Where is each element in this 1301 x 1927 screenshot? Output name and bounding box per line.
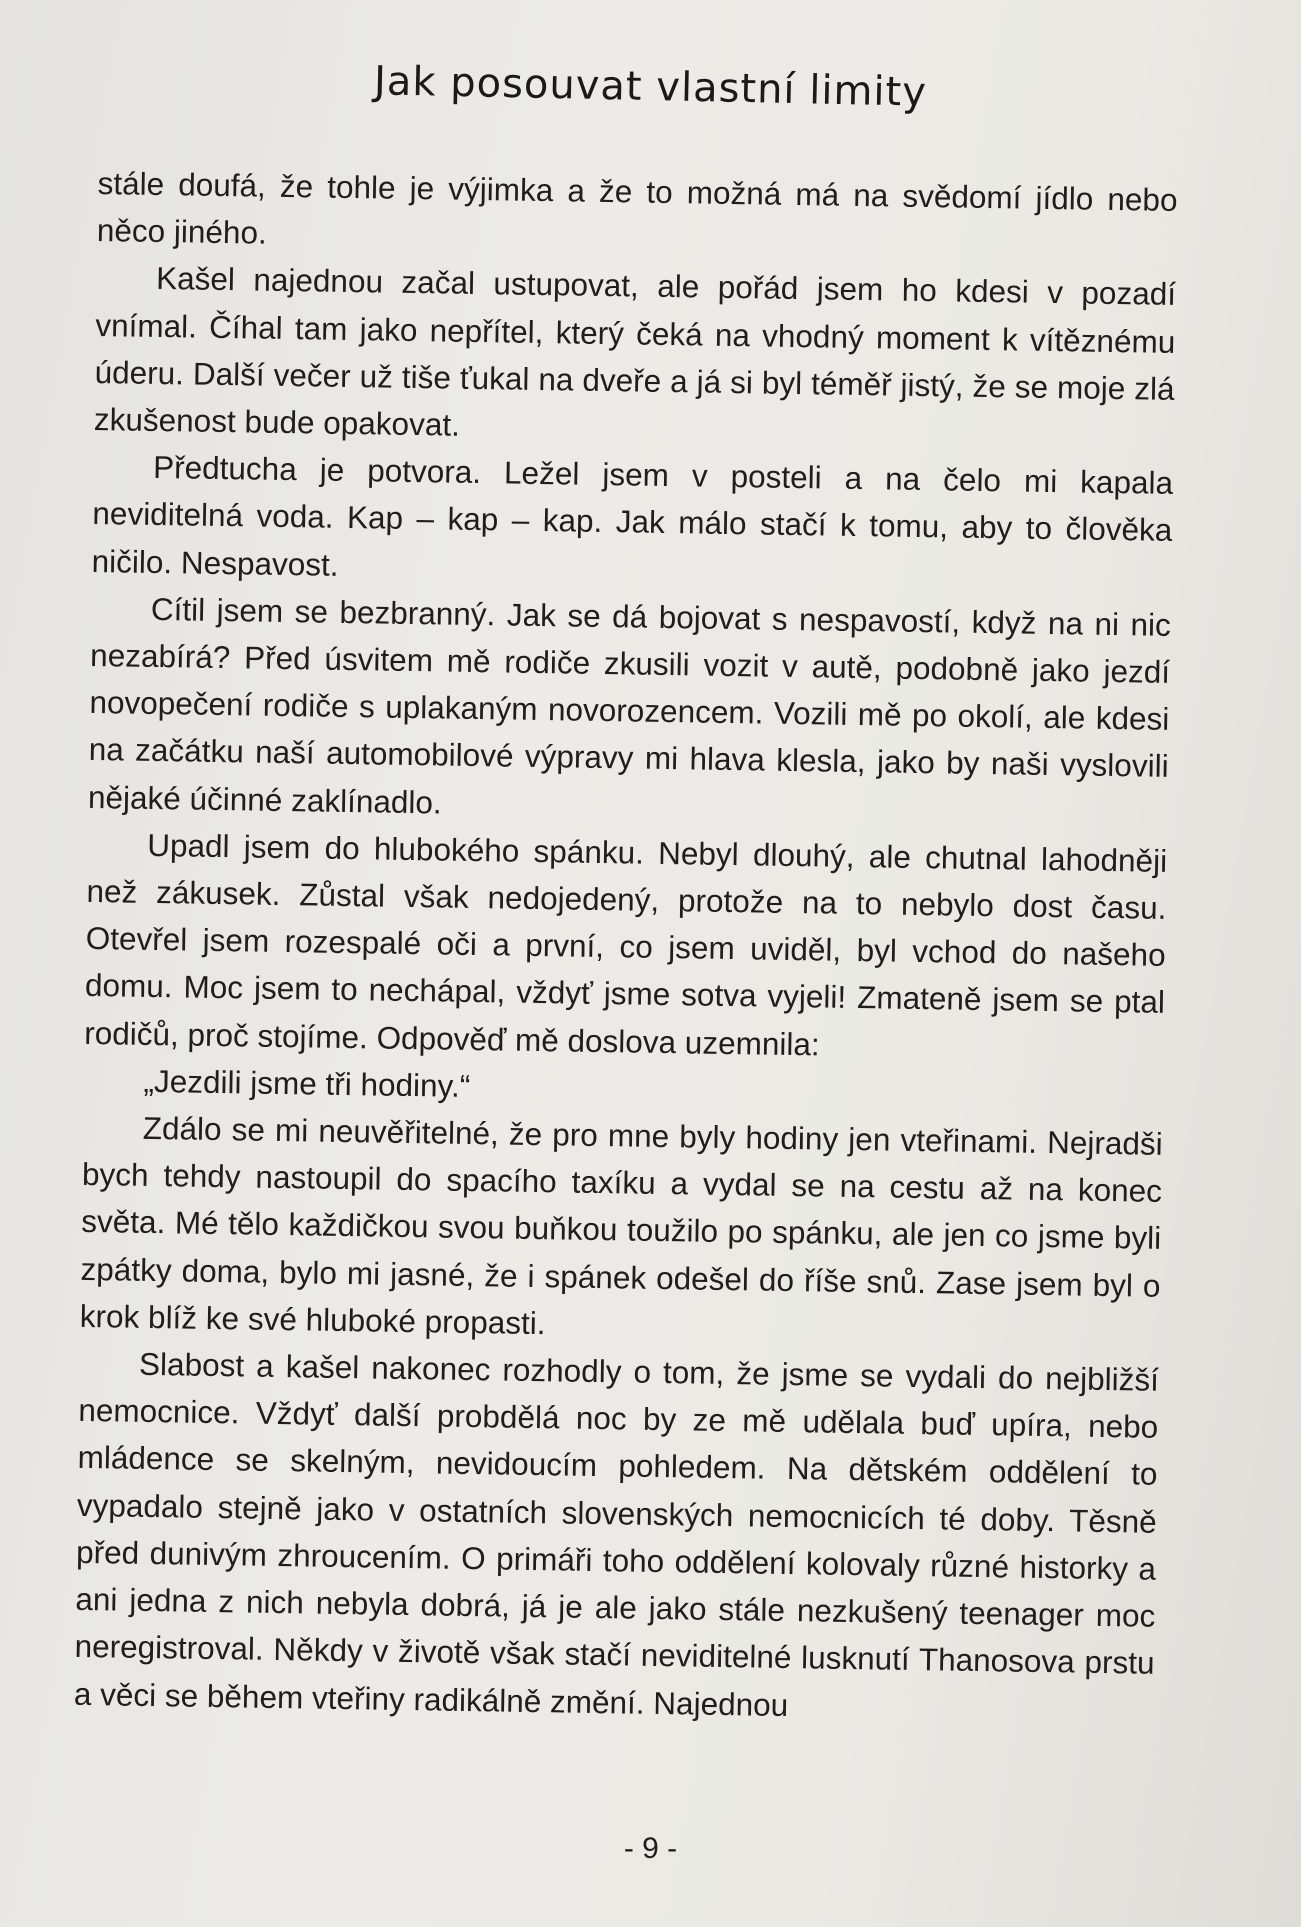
paragraph: Zdálo se mi neuvěřitelné, že pro mne byly hodiny jen vteřinami. Nejradši bych tehdy nastoupil do spacího taxíku a vydal se na cestu až na konec světa. Mé tělo každičkou svou buňkou toužilo po spánku, ale jen co jsme byli zpátky doma, bylo mi jasné, že i spánek odešel do říše snů. Zase jsem byl o krok blíž ke své hluboké propasti. [79, 1109, 1163, 1342]
page-number: - 9 - [623, 1832, 678, 1865]
running-title: Jak posouvat vlastní limity [373, 58, 928, 116]
paragraph: Upadl jsem do hlubokého spánku. Nebyl dlouhý, ale chutnal lahodněji než zákusek. Zůstal však nedojedený, protože na to nebylo dost času. Otevřel jsem rozespalé oči a první, co jsem uviděl, byl vchod do našeho domu. Moc jsem to nechápal, vždyť jsme sotva vyjeli! Zmateně jsem se ptal rodičů, proč stojíme. Odpověď mě doslova uzemnila: [84, 826, 1168, 1063]
body-text [74, 160, 1178, 1734]
paragraph: Kašel najednou začal ustupovat, ale pořád jsem ho kdesi v pozadí vnímal. Číhal tam jako nepřítel, který čeká na vhodný moment k vítěznému úderu. Další večer už tiše ťukal na dveře a já si byl téměř jistý, že se moje zlá zkušenost bude opakovat. [93, 260, 1177, 443]
paragraph: „Jezdili jsme tři hodiny.“ [143, 1062, 471, 1104]
paragraph: stále doufá, že tohle je výjimka a že to možná má na svědomí jídlo nebo něco jiného. [96, 164, 1178, 251]
paragraph: Cítil jsem se bezbranný. Jak se dá bojovat s nespavostí, když na ni nic nezabírá? Před úsvitem mě rodiče zkusili vozit v autě, podobně jako jezdí novopečení rodiče s uplakaným novorozencem. Vozili mě po okolí, ale kdesi na začátku naší automobilové výpravy mi hlava klesla, jako by naši vyslovili nějaké účinné zaklínadlo. [87, 590, 1172, 821]
paragraph: Předtucha je potvora. Ležel jsem v posteli a na čelo mi kapala neviditelná voda. Kap – kap – kap. Jak málo stačí k tomu, aby to člověka ničilo. Nespavost. [91, 449, 1174, 583]
paragraph: Slabost a kašel nakonec rozhodly o tom, že jsme se vydali do nejbližší nemocnice. Vždyť další probdělá noc by ze mě udělala buď upíra, nebo mládence se skelným, nevidoucím pohledem. Na dětském oddělení to vypadalo stejně jako v ostatních slovenských nemocnicích té doby. Těsně před dunivým zhroucením. O primáři toho oddělení kolovaly různé historky a ani jedna z nich nebyla dobrá, já je ale jako stále nezkušený teenager moc neregistroval. Někdy v životě však stačí neviditelné lusknutí Thanosova prstu a věci se během vteřiny radikálně změní. Najednou [73, 1345, 1160, 1723]
